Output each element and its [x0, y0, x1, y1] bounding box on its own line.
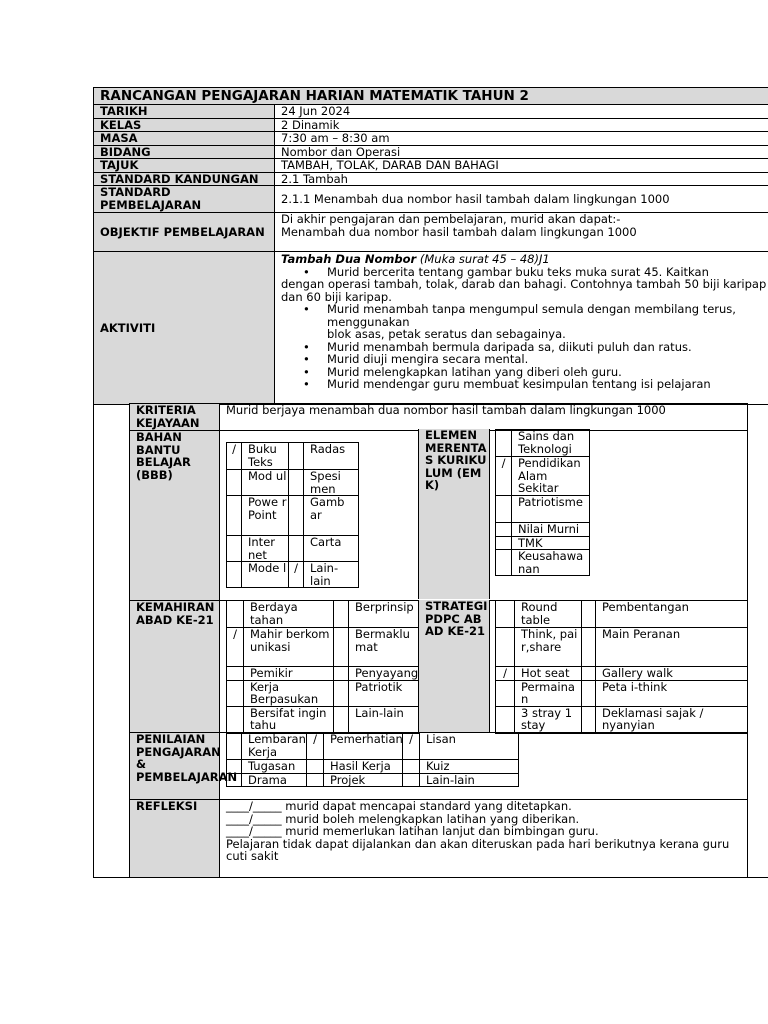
objektif-label: OBJEKTIF PEMBELAJARAN — [94, 213, 275, 252]
bbb-check[interactable]: / — [289, 562, 304, 588]
penilaian-check[interactable] — [403, 760, 420, 774]
kemahiran-option: Lain-lain — [349, 706, 419, 733]
standard-pembelajaran-label: STANDARD PEMBELAJARAN — [94, 186, 275, 213]
emk-option: Nilai Murni — [512, 523, 590, 537]
info-value: 24 Jun 2024 — [275, 105, 768, 119]
info-value: 2.1 Tambah — [275, 172, 768, 186]
info-label: BIDANG — [94, 145, 275, 159]
aktiviti-heading-rest: (Muka surat 45 – 48)J1 — [416, 252, 550, 266]
kemahiran-option: Berprinsip — [349, 601, 419, 628]
bbb-check[interactable] — [227, 562, 242, 588]
penilaian-option: Projek — [324, 773, 403, 787]
strategi-check[interactable] — [496, 680, 515, 706]
emk-table — [495, 429, 590, 576]
strategi-check[interactable] — [496, 706, 515, 733]
info-value: 7:30 am – 8:30 am — [275, 132, 768, 146]
objektif-value — [275, 213, 768, 252]
aktiviti-item: • Murid menambah bermula daripada sa, diikuti puluh dan ratus. — [281, 341, 768, 354]
kemahiran-option: Bermaklumat — [349, 628, 419, 667]
strategi-table — [495, 600, 748, 734]
strategi-label: STRATEGI PDPC ABAD KE-21 — [425, 599, 488, 638]
emk-option: Keusahawanan — [512, 550, 590, 576]
bbb-option: Buku Teks — [242, 443, 289, 470]
kemahiran-label: KEMAHIRAN ABAD KE-21 — [130, 601, 220, 733]
emk-label-block — [418, 429, 490, 599]
aktiviti-line: dan 60 biji karipap. — [281, 289, 392, 304]
kemahiran-option: Pemikir — [244, 667, 334, 681]
strategi-option: Hot seat — [515, 667, 582, 681]
emk-option: Sains dan Teknologi — [512, 430, 590, 457]
info-label: TARIKH — [94, 105, 275, 119]
kemahiran-option: Bersifat ingin tahu — [244, 706, 334, 733]
aktiviti-heading-bold: Tambah Dua Nombor — [281, 252, 417, 266]
bbb-check[interactable] — [227, 470, 242, 496]
info-value: TAMBAH, TOLAK, DARAB DAN BAHAGI — [275, 159, 768, 173]
strategi-label-block — [418, 600, 490, 732]
strategi-option: Main Peranan — [596, 628, 748, 667]
kemahiran-check[interactable] — [227, 706, 244, 733]
strategi-check[interactable] — [496, 601, 515, 628]
aktiviti-item: • Murid bercerita tentang gambar buku teks muka surat 45. Kaitkan — [281, 266, 768, 279]
strategi-option: Deklamasi sajak / nyanyian — [596, 706, 748, 733]
info-label: MASA — [94, 132, 275, 146]
kemahiran-option: Patriotik — [349, 680, 419, 706]
kemahiran-table — [226, 600, 419, 734]
kemahiran-check[interactable] — [227, 680, 244, 706]
bbb-option: Radas — [304, 443, 359, 470]
aktiviti-list — [281, 341, 768, 391]
emk-label: ELEMEN MERENTAS KURIKULUM (EMK) — [425, 428, 487, 492]
strategi-check[interactable] — [582, 706, 596, 733]
penilaian-check[interactable] — [227, 760, 242, 774]
kemahiran-check[interactable] — [227, 601, 244, 628]
kemahiran-check[interactable] — [334, 601, 349, 628]
kriteria-label: KRITERIA KEJAYAAN — [130, 404, 220, 431]
page-title: RANCANGAN PENGAJARAN HARIAN MATEMATIK TAHUN 2 — [94, 88, 768, 105]
refleksi-line: ____/_____ murid memerlukan latihan lanjut dan bimbingan guru. — [226, 824, 599, 838]
penilaian-option: Lisan — [420, 733, 519, 760]
bbb-check[interactable] — [289, 536, 304, 562]
strategi-check[interactable] — [582, 667, 596, 681]
penilaian-option: Tugasan — [242, 760, 307, 774]
penilaian-check[interactable]: / — [307, 733, 324, 760]
emk-option: Patriotisme — [512, 496, 590, 523]
info-label: KELAS — [94, 118, 275, 132]
strategi-option: Round table — [515, 601, 582, 628]
aktiviti-item: • Murid diuji mengira secara mental. — [281, 353, 768, 366]
aktiviti-list — [281, 303, 768, 316]
penilaian-option: Lain-lain — [420, 773, 519, 787]
bbb-check[interactable] — [289, 470, 304, 496]
bbb-check[interactable] — [227, 496, 242, 536]
bbb-option: Mod ul — [242, 470, 289, 496]
kemahiran-check[interactable] — [334, 680, 349, 706]
kemahiran-check[interactable]: / — [227, 628, 244, 667]
penilaian-option: Hasil Kerja — [324, 760, 403, 774]
bbb-label: BAHAN BANTU BELAJAR (BBB) — [130, 431, 220, 601]
bbb-option: Mode l — [242, 562, 289, 588]
aktiviti-line: dengan operasi tambah, tolak, darab dan bahagi. Contohnya tambah 50 biji karipap — [281, 277, 767, 291]
aktiviti-item: • Murid melengkapkan latihan yang diberi oleh guru. — [281, 366, 768, 379]
strategi-option: Think, pair,share — [515, 628, 582, 667]
bbb-option: Carta — [304, 536, 359, 562]
aktiviti-label: AKTIVITI — [94, 252, 275, 405]
bbb-option: Powe r Point — [242, 496, 289, 536]
aktiviti-content — [275, 252, 768, 405]
refleksi-line: ____/_____ murid dapat mencapai standard yang ditetapkan. — [226, 799, 572, 813]
info-label: STANDARD KANDUNGAN — [94, 172, 275, 186]
emk-check[interactable] — [496, 430, 512, 457]
penilaian-check[interactable] — [307, 773, 324, 787]
penilaian-option: Kuiz — [420, 760, 519, 774]
penilaian-label: PENILAIAN PENGAJARAN & PEMBELAJARAN — [130, 733, 220, 800]
kemahiran-option: Penyayang — [349, 667, 419, 681]
strategi-check[interactable] — [582, 628, 596, 667]
bbb-option: Lain- lain — [304, 562, 359, 588]
standard-pembelajaran-value: 2.1.1 Menambah dua nombor hasil tambah dalam lingkungan 1000 — [275, 186, 768, 213]
penilaian-option: Lembaran Kerja — [242, 733, 307, 760]
kriteria-value: Murid berjaya menambah dua nombor hasil tambah dalam lingkungan 1000 — [220, 404, 748, 431]
kemahiran-option: Berdaya tahan — [244, 601, 334, 628]
aktiviti-item: • Murid mendengar guru membuat kesimpulan tentang isi pelajaran — [281, 378, 768, 391]
strategi-option: Gallery walk — [596, 667, 748, 681]
penilaian-option: Pemerhatian — [324, 733, 403, 760]
emk-check[interactable]: / — [496, 457, 512, 496]
bbb-option: Inter net — [242, 536, 289, 562]
penilaian-option: Drama — [242, 773, 307, 787]
strategi-option: Peta i-think — [596, 680, 748, 706]
bbb-check[interactable]: / — [227, 443, 242, 470]
penilaian-check[interactable] — [227, 733, 242, 760]
kemahiran-check[interactable] — [334, 628, 349, 667]
refleksi-label: REFLEKSI — [130, 800, 220, 878]
objektif-line: Di akhir pengajaran dan pembelajaran, murid akan dapat:- — [281, 212, 621, 226]
info-value: 2 Dinamik — [275, 118, 768, 132]
penilaian-check[interactable]: / — [403, 733, 420, 760]
strategi-option: 3 stray 1 stay — [515, 706, 582, 733]
kemahiran-option: Kerja Berpasukan — [244, 680, 334, 706]
refleksi-content — [220, 800, 748, 878]
info-label: TAJUK — [94, 159, 275, 173]
refleksi-line: Pelajaran tidak dapat dijalankan dan akan diteruskan pada hari berikutnya kerana guru — [226, 836, 730, 851]
bbb-option: Gamb ar — [304, 496, 359, 536]
emk-check[interactable] — [496, 550, 512, 576]
info-value: Nombor dan Operasi — [275, 145, 768, 159]
refleksi-line: cuti sakit — [226, 849, 279, 863]
objektif-line: Menambah dua nombor hasil tambah dalam lingkungan 1000 — [281, 224, 637, 239]
emk-option: Pendidikan Alam Sekitar — [512, 457, 590, 496]
aktiviti-item: • Murid menambah tanpa mengumpul semula dengan membilang terus, — [281, 303, 768, 316]
strategi-option: Permainan — [515, 680, 582, 706]
kemahiran-option: Mahir berkomunikasi — [244, 628, 334, 667]
strategi-check[interactable] — [582, 601, 596, 628]
bbb-check[interactable] — [227, 536, 242, 562]
strategi-check[interactable] — [582, 680, 596, 706]
emk-check[interactable] — [496, 536, 512, 550]
bbb-option: Spesi men — [304, 470, 359, 496]
bbb-check[interactable] — [289, 443, 304, 470]
kemahiran-check[interactable] — [334, 667, 349, 681]
aktiviti-line: menggunakan — [327, 314, 410, 329]
strategi-option: Pembentangan — [596, 601, 748, 628]
emk-check[interactable] — [496, 496, 512, 523]
emk-check[interactable] — [496, 523, 512, 537]
aktiviti-line: blok asas, petak seratus dan sebagainya. — [327, 327, 566, 341]
rph-main-table — [93, 87, 768, 405]
kemahiran-check[interactable] — [334, 706, 349, 733]
strategi-check[interactable]: / — [496, 667, 515, 681]
kemahiran-check[interactable] — [227, 667, 244, 681]
bbb-check[interactable] — [289, 496, 304, 536]
penilaian-check[interactable] — [227, 773, 242, 787]
refleksi-line: ____/_____ murid boleh melengkapkan latihan yang diberikan. — [226, 811, 580, 826]
bbb-table — [226, 442, 359, 588]
penilaian-table — [226, 732, 519, 787]
strategi-check[interactable] — [496, 628, 515, 667]
emk-option: TMK — [512, 536, 590, 550]
penilaian-check[interactable] — [403, 773, 420, 787]
aktiviti-list — [281, 266, 768, 279]
penilaian-check[interactable] — [307, 760, 324, 774]
